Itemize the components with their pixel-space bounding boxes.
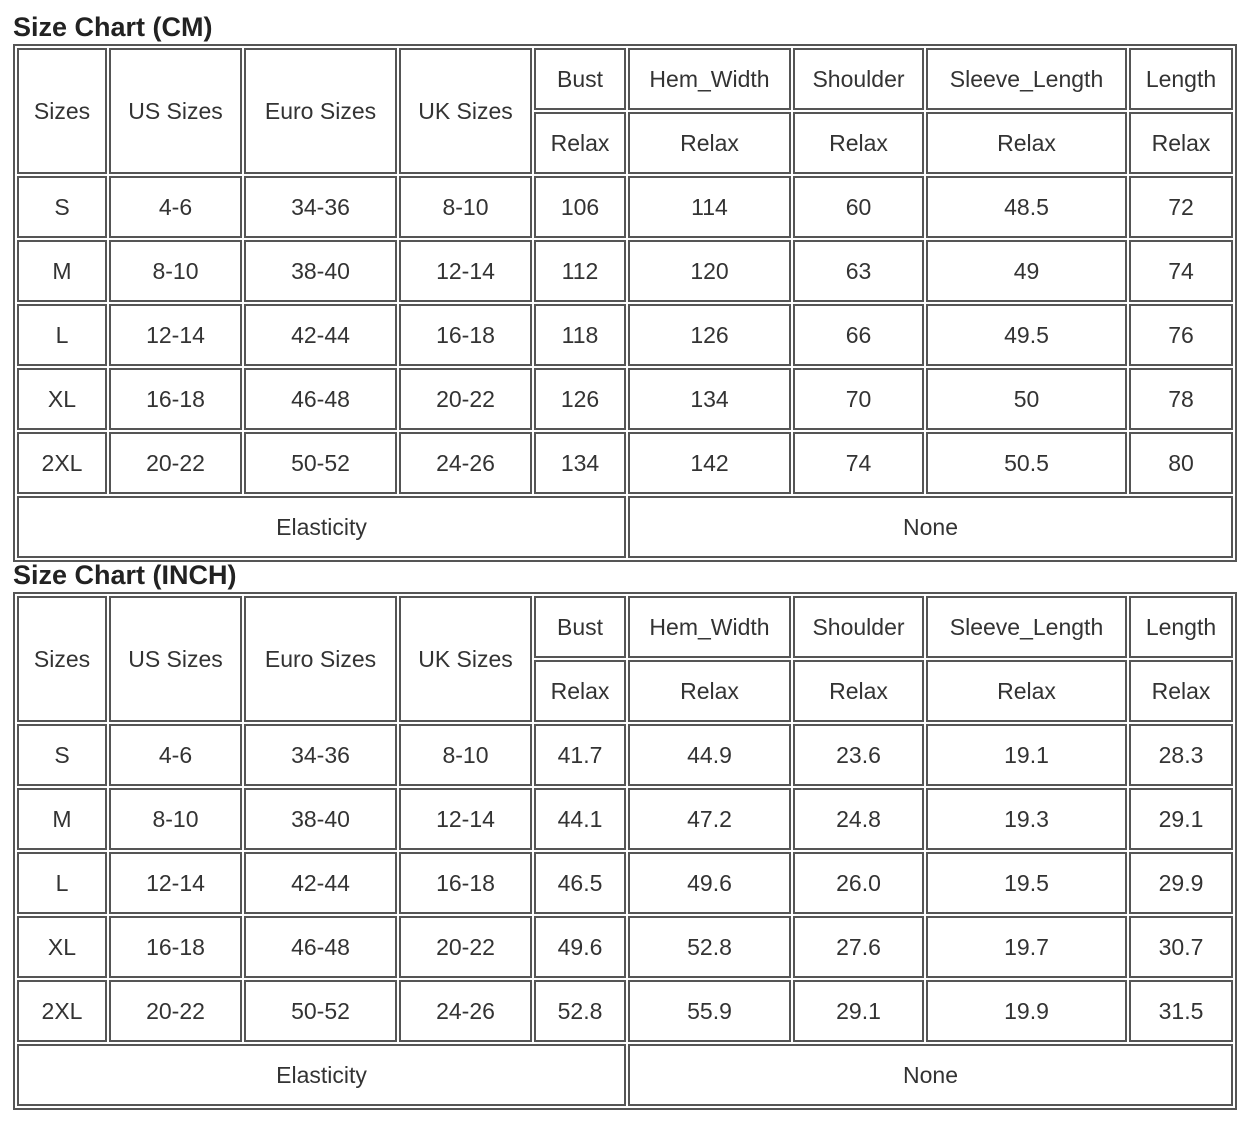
fit-cell: Relax (628, 112, 791, 174)
header-us-sizes: US Sizes (109, 596, 242, 722)
table-row (17, 432, 1233, 494)
header-us-sizes: US Sizes (109, 48, 242, 174)
size-cell: XL (17, 916, 107, 978)
length-cell: 31.5 (1129, 980, 1233, 1042)
bust-cell: 41.7 (534, 724, 626, 786)
euro-size-cell: 50-52 (244, 432, 397, 494)
fit-cell: Relax (793, 112, 924, 174)
fit-cell: Relax (628, 660, 791, 722)
sleeve-length-cell: 19.5 (926, 852, 1127, 914)
sleeve-length-cell: 19.3 (926, 788, 1127, 850)
hem-width-cell: 114 (628, 176, 791, 238)
hem-width-cell: 120 (628, 240, 791, 302)
sleeve-length-cell: 48.5 (926, 176, 1127, 238)
fit-cell: Relax (926, 112, 1127, 174)
fit-cell: Relax (793, 660, 924, 722)
size-cell: S (17, 724, 107, 786)
header-length: Length (1129, 48, 1233, 110)
hem-width-cell: 49.6 (628, 852, 791, 914)
fit-cell: Relax (1129, 112, 1233, 174)
header-length: Length (1129, 596, 1233, 658)
elasticity-value: None (628, 1044, 1233, 1106)
shoulder-cell: 74 (793, 432, 924, 494)
hem-width-cell: 134 (628, 368, 791, 430)
footer-row (17, 1044, 1233, 1106)
uk-size-cell: 8-10 (399, 176, 532, 238)
size-table-cm (13, 44, 1237, 562)
hem-width-cell: 55.9 (628, 980, 791, 1042)
bust-cell: 118 (534, 304, 626, 366)
uk-size-cell: 24-26 (399, 432, 532, 494)
header-shoulder: Shoulder (793, 596, 924, 658)
bust-cell: 106 (534, 176, 626, 238)
us-size-cell: 12-14 (109, 852, 242, 914)
size-cell: L (17, 304, 107, 366)
elasticity-label: Elasticity (17, 496, 626, 558)
shoulder-cell: 70 (793, 368, 924, 430)
us-size-cell: 16-18 (109, 916, 242, 978)
shoulder-cell: 60 (793, 176, 924, 238)
length-cell: 72 (1129, 176, 1233, 238)
header-sleeve-length: Sleeve_Length (926, 48, 1127, 110)
sleeve-length-cell: 49 (926, 240, 1127, 302)
footer-row (17, 496, 1233, 558)
shoulder-cell: 27.6 (793, 916, 924, 978)
size-cell: S (17, 176, 107, 238)
hem-width-cell: 47.2 (628, 788, 791, 850)
uk-size-cell: 16-18 (399, 852, 532, 914)
fit-cell: Relax (534, 112, 626, 174)
euro-size-cell: 42-44 (244, 852, 397, 914)
euro-size-cell: 38-40 (244, 788, 397, 850)
table-row (17, 724, 1233, 786)
size-cell: XL (17, 368, 107, 430)
us-size-cell: 20-22 (109, 432, 242, 494)
shoulder-cell: 23.6 (793, 724, 924, 786)
sleeve-length-cell: 49.5 (926, 304, 1127, 366)
bust-cell: 46.5 (534, 852, 626, 914)
header-bust: Bust (534, 596, 626, 658)
header-shoulder: Shoulder (793, 48, 924, 110)
elasticity-value: None (628, 496, 1233, 558)
size-cell: M (17, 788, 107, 850)
header-row (17, 596, 1233, 658)
chart-title-cm: Size Chart (CM) (13, 12, 213, 42)
header-hem-width: Hem_Width (628, 48, 791, 110)
uk-size-cell: 8-10 (399, 724, 532, 786)
euro-size-cell: 34-36 (244, 176, 397, 238)
table-row (17, 916, 1233, 978)
header-sizes: Sizes (17, 48, 107, 174)
uk-size-cell: 24-26 (399, 980, 532, 1042)
us-size-cell: 4-6 (109, 176, 242, 238)
size-table-inch (13, 592, 1237, 1110)
us-size-cell: 20-22 (109, 980, 242, 1042)
length-cell: 78 (1129, 368, 1233, 430)
size-cell: 2XL (17, 980, 107, 1042)
size-cell: M (17, 240, 107, 302)
fit-cell: Relax (1129, 660, 1233, 722)
sleeve-length-cell: 19.9 (926, 980, 1127, 1042)
length-cell: 30.7 (1129, 916, 1233, 978)
shoulder-cell: 63 (793, 240, 924, 302)
euro-size-cell: 46-48 (244, 916, 397, 978)
size-cell: 2XL (17, 432, 107, 494)
bust-cell: 44.1 (534, 788, 626, 850)
euro-size-cell: 38-40 (244, 240, 397, 302)
header-hem-width: Hem_Width (628, 596, 791, 658)
table-row (17, 980, 1233, 1042)
uk-size-cell: 12-14 (399, 788, 532, 850)
uk-size-cell: 20-22 (399, 916, 532, 978)
sleeve-length-cell: 19.1 (926, 724, 1127, 786)
us-size-cell: 16-18 (109, 368, 242, 430)
table-row (17, 304, 1233, 366)
hem-width-cell: 142 (628, 432, 791, 494)
hem-width-cell: 44.9 (628, 724, 791, 786)
header-sleeve-length: Sleeve_Length (926, 596, 1127, 658)
uk-size-cell: 12-14 (399, 240, 532, 302)
length-cell: 29.1 (1129, 788, 1233, 850)
shoulder-cell: 66 (793, 304, 924, 366)
shoulder-cell: 29.1 (793, 980, 924, 1042)
header-sizes: Sizes (17, 596, 107, 722)
hem-width-cell: 52.8 (628, 916, 791, 978)
hem-width-cell: 126 (628, 304, 791, 366)
bust-cell: 134 (534, 432, 626, 494)
bust-cell: 52.8 (534, 980, 626, 1042)
us-size-cell: 4-6 (109, 724, 242, 786)
uk-size-cell: 20-22 (399, 368, 532, 430)
length-cell: 28.3 (1129, 724, 1233, 786)
table-row (17, 368, 1233, 430)
header-uk-sizes: UK Sizes (399, 48, 532, 174)
size-cell: L (17, 852, 107, 914)
table-row (17, 240, 1233, 302)
length-cell: 76 (1129, 304, 1233, 366)
sleeve-length-cell: 50.5 (926, 432, 1127, 494)
table-row (17, 852, 1233, 914)
us-size-cell: 8-10 (109, 788, 242, 850)
header-uk-sizes: UK Sizes (399, 596, 532, 722)
table-row (17, 788, 1233, 850)
fit-cell: Relax (534, 660, 626, 722)
header-bust: Bust (534, 48, 626, 110)
header-euro-sizes: Euro Sizes (244, 48, 397, 174)
header-euro-sizes: Euro Sizes (244, 596, 397, 722)
shoulder-cell: 26.0 (793, 852, 924, 914)
header-row (17, 48, 1233, 110)
sleeve-length-cell: 19.7 (926, 916, 1127, 978)
table-row (17, 176, 1233, 238)
length-cell: 29.9 (1129, 852, 1233, 914)
fit-cell: Relax (926, 660, 1127, 722)
elasticity-label: Elasticity (17, 1044, 626, 1106)
euro-size-cell: 46-48 (244, 368, 397, 430)
euro-size-cell: 50-52 (244, 980, 397, 1042)
bust-cell: 112 (534, 240, 626, 302)
bust-cell: 126 (534, 368, 626, 430)
uk-size-cell: 16-18 (399, 304, 532, 366)
bust-cell: 49.6 (534, 916, 626, 978)
chart-title-inch: Size Chart (INCH) (13, 560, 237, 590)
us-size-cell: 12-14 (109, 304, 242, 366)
sleeve-length-cell: 50 (926, 368, 1127, 430)
shoulder-cell: 24.8 (793, 788, 924, 850)
us-size-cell: 8-10 (109, 240, 242, 302)
length-cell: 80 (1129, 432, 1233, 494)
euro-size-cell: 42-44 (244, 304, 397, 366)
length-cell: 74 (1129, 240, 1233, 302)
euro-size-cell: 34-36 (244, 724, 397, 786)
